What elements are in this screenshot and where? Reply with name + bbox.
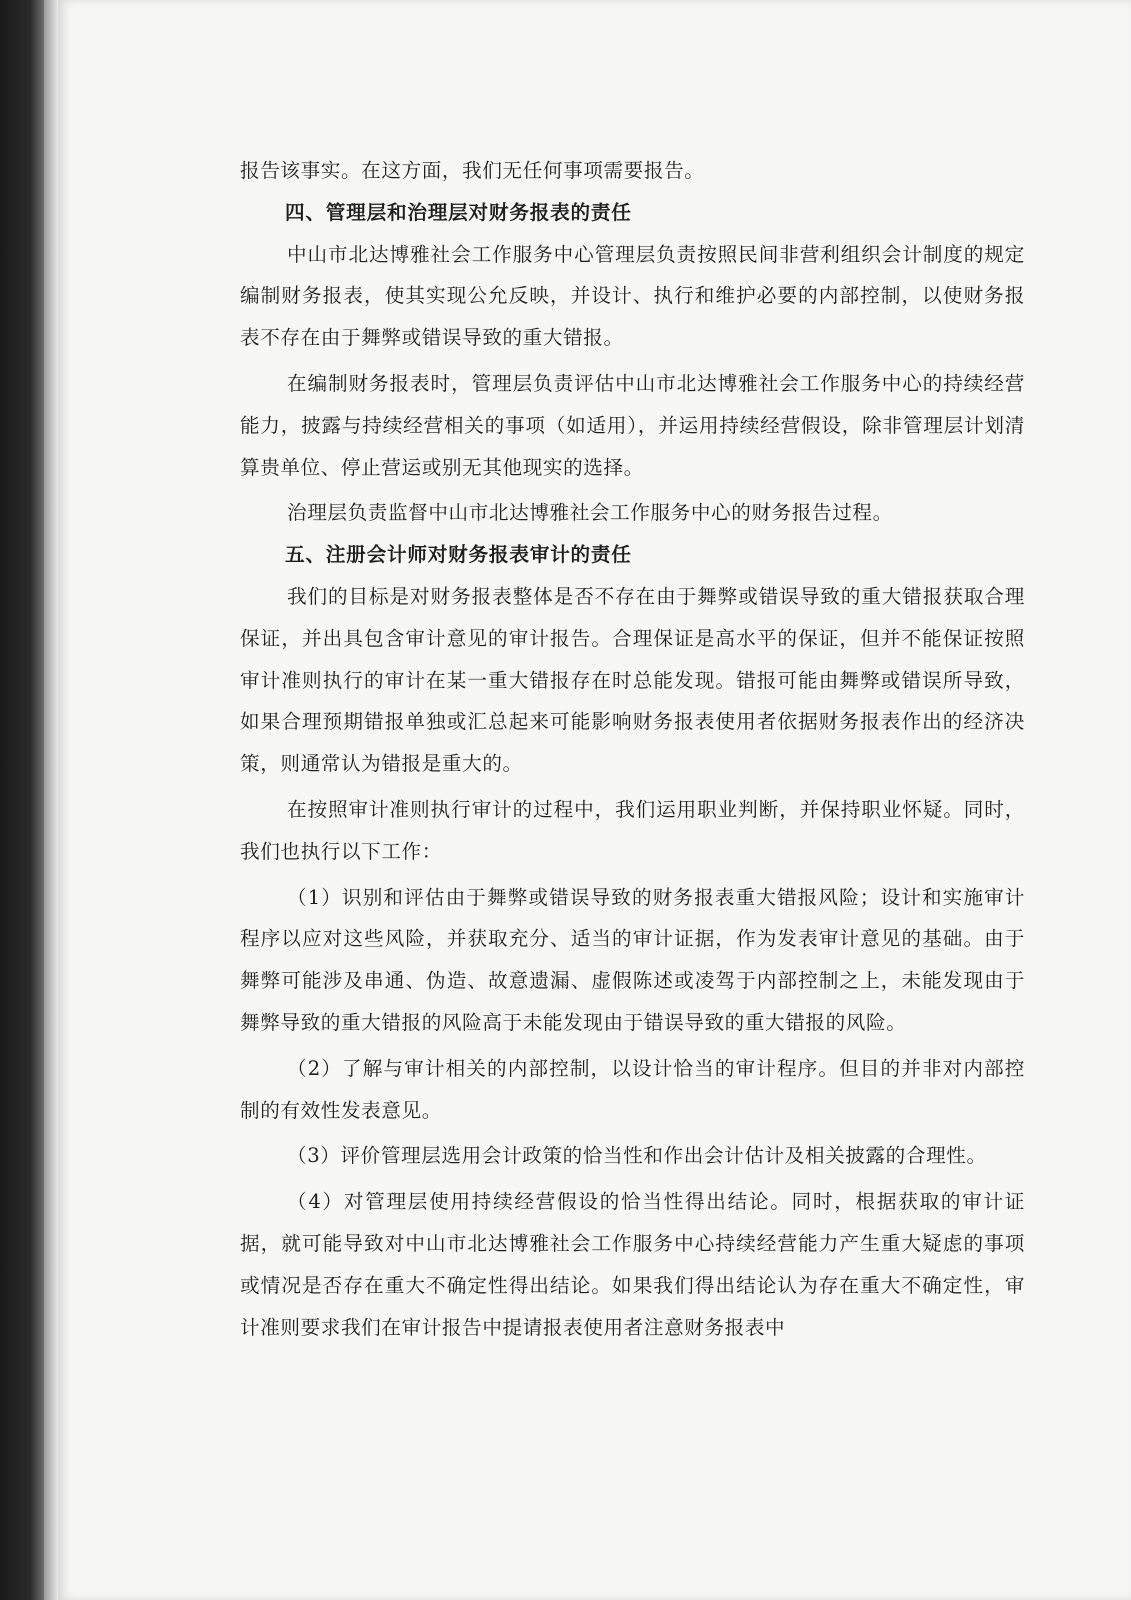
paragraph-audit-objective: 我们的目标是对财务报表整体是否不存在由于舞弊或错误导致的重大错报获取合理保证，并出具包含审计意见的审计报告。合理保证是高水平的保证，但并不能保证按照审计准则执行的审计在某一重大错报存在时总能发现。错报可能由舞弊或错误所导致，如果合理预期错报单独或汇总起来可能影响财务报表使用者依据财务报表作出的经济决策，则通常认为错报是重大的。 xyxy=(240,584,1025,776)
paragraph-management-responsibility: 中山市北达博雅社会工作服务中心管理层负责按照民间非营利组织会计制度的规定编制财务报表，使其实现公允反映，并设计、执行和维护必要的内部控制，以使财务报表不存在由于舞弊或错误导致的重大错报。 xyxy=(240,242,1025,350)
paragraph-going-concern-assessment: 在编制财务报表时，管理层负责评估中山市北达博雅社会工作服务中心的持续经营能力，披露与持续经营相关的事项（如适用），并运用持续经营假设，除非管理层计划清算贵单位、停止营运或别无其他现实的选择。 xyxy=(240,371,1025,479)
paragraph-item-3: （3）评价管理层选用会计政策的恰当性和作出会计估计及相关披露的合理性。 xyxy=(287,1144,987,1168)
scan-gutter-shadow xyxy=(44,0,58,1600)
paragraph-continued: 报告该事实。在这方面，我们无任何事项需要报告。 xyxy=(240,159,705,182)
section-heading-management-responsibility: 四、管理层和治理层对财务报表的责任 xyxy=(285,200,632,224)
paragraph-item-4: （4）对管理层使用持续经营假设的恰当性得出结论。同时，根据获取的审计证据，就可能导致对中山市北达博雅社会工作服务中心持续经营能力产生重大疑虑的事项或情况是否存在重大不确定性得出结论。如果我们得出结论认为存在重大不确定性，审计准则要求我们在审计报告中提请报表使用者注意财务报表中 xyxy=(240,1190,1025,1339)
paragraph-professional-judgment: 在按照审计准则执行审计的过程中，我们运用职业判断，并保持职业怀疑。同时，我们也执行以下工作： xyxy=(240,797,1025,863)
paragraph-item-1: （1）识别和评估由于舞弊或错误导致的财务报表重大错报风险；设计和实施审计程序以应对这些风险，并获取充分、适当的审计证据，作为发表审计意见的基础。由于舞弊可能涉及串通、伪造、故意遗漏、虚假陈述或凌驾于内部控制之上，未能发现由于舞弊导致的重大错报的风险高于未能发现由于错误导致的重大错报的风险。 xyxy=(240,885,1025,1034)
section-heading-auditor-responsibility: 五、注册会计师对财务报表审计的责任 xyxy=(285,543,632,567)
scan-dark-edge xyxy=(0,0,44,1600)
paragraph-item-2: （2）了解与审计相关的内部控制，以设计恰当的审计程序。但目的并非对内部控制的有效性发表意见。 xyxy=(240,1056,1025,1122)
paragraph-governance-oversight: 治理层负责监督中山市北达博雅社会工作服务中心的财务报告过程。 xyxy=(287,501,893,525)
document-body xyxy=(240,150,1025,1348)
